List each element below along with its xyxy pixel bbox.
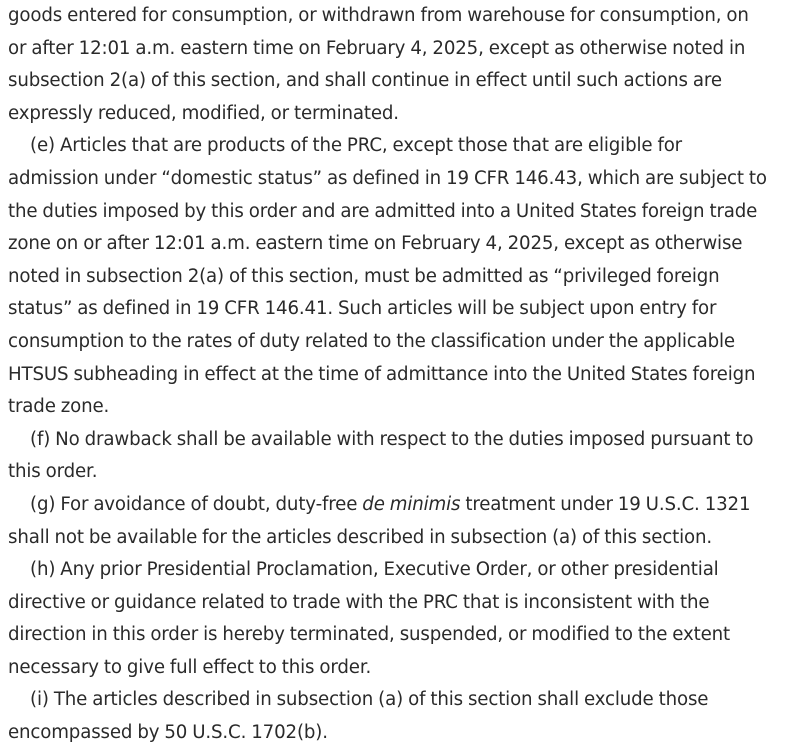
paragraph-h (8, 554, 798, 684)
text-segment: (g) For avoidance of doubt, duty-free (30, 493, 363, 515)
paragraph-continuation (8, 0, 798, 130)
text-line: noted in subsection 2(a) of this section, must be admitted as “privileged foreign (8, 265, 720, 287)
text-line: this order. (8, 461, 98, 483)
text-line: or after 12:01 a.m. eastern time on February 4, 2025, except as otherwise noted in (8, 37, 746, 59)
text-line: HTSUS subheading in effect at the time of admittance into the United States foreign (8, 363, 756, 385)
text-line: (h) Any prior Presidential Proclamation, Executive Order, or other presidential (30, 559, 719, 581)
text-line: zone on or after 12:01 a.m. eastern time on February 4, 2025, except as otherwise (8, 233, 743, 255)
text-segment: treatment under 19 U.S.C. 1321 (460, 493, 751, 515)
text-line: (e) Articles that are products of the PRC, except those that are eligible for (30, 135, 683, 157)
text-line: shall not be available for the articles described in subsection (a) of this section. (8, 526, 712, 548)
text-line: subsection 2(a) of this section, and shall continue in effect until such actions are (8, 70, 722, 92)
text-line: status” as defined in 19 CFR 146.41. Such articles will be subject upon entry for (8, 298, 717, 320)
document-body (8, 0, 798, 750)
text-line (8, 489, 798, 522)
text-line: (i) The articles described in subsection (a) of this section shall exclude those (30, 689, 709, 711)
text-line: consumption to the rates of duty related to the classification under the applicable (8, 330, 735, 352)
paragraph-e (8, 130, 798, 423)
paragraph-g (8, 489, 798, 554)
text-line: trade zone. (8, 396, 110, 418)
text-line: goods entered for consumption, or withdrawn from warehouse for consumption, on (8, 5, 749, 26)
text-line: necessary to give full effect to this order. (8, 656, 372, 678)
text-line: expressly reduced, modified, or terminated. (8, 102, 399, 124)
text-line: direction in this order is hereby terminated, suspended, or modified to the extent (8, 624, 730, 646)
text-line: directive or guidance related to trade with the PRC that is inconsistent with the (8, 591, 710, 613)
text-line: admission under “domestic status” as defined in 19 CFR 146.43, which are subject to (8, 167, 767, 189)
text-line: encompassed by 50 U.S.C. 1702(b). (8, 722, 328, 744)
text-line: the duties imposed by this order and are admitted into a United States foreign trade (8, 200, 758, 222)
italic-term: de minimis (362, 493, 461, 515)
paragraph-f (8, 424, 798, 489)
text-line: (f) No drawback shall be available with respect to the duties imposed pursuant to (30, 428, 754, 450)
